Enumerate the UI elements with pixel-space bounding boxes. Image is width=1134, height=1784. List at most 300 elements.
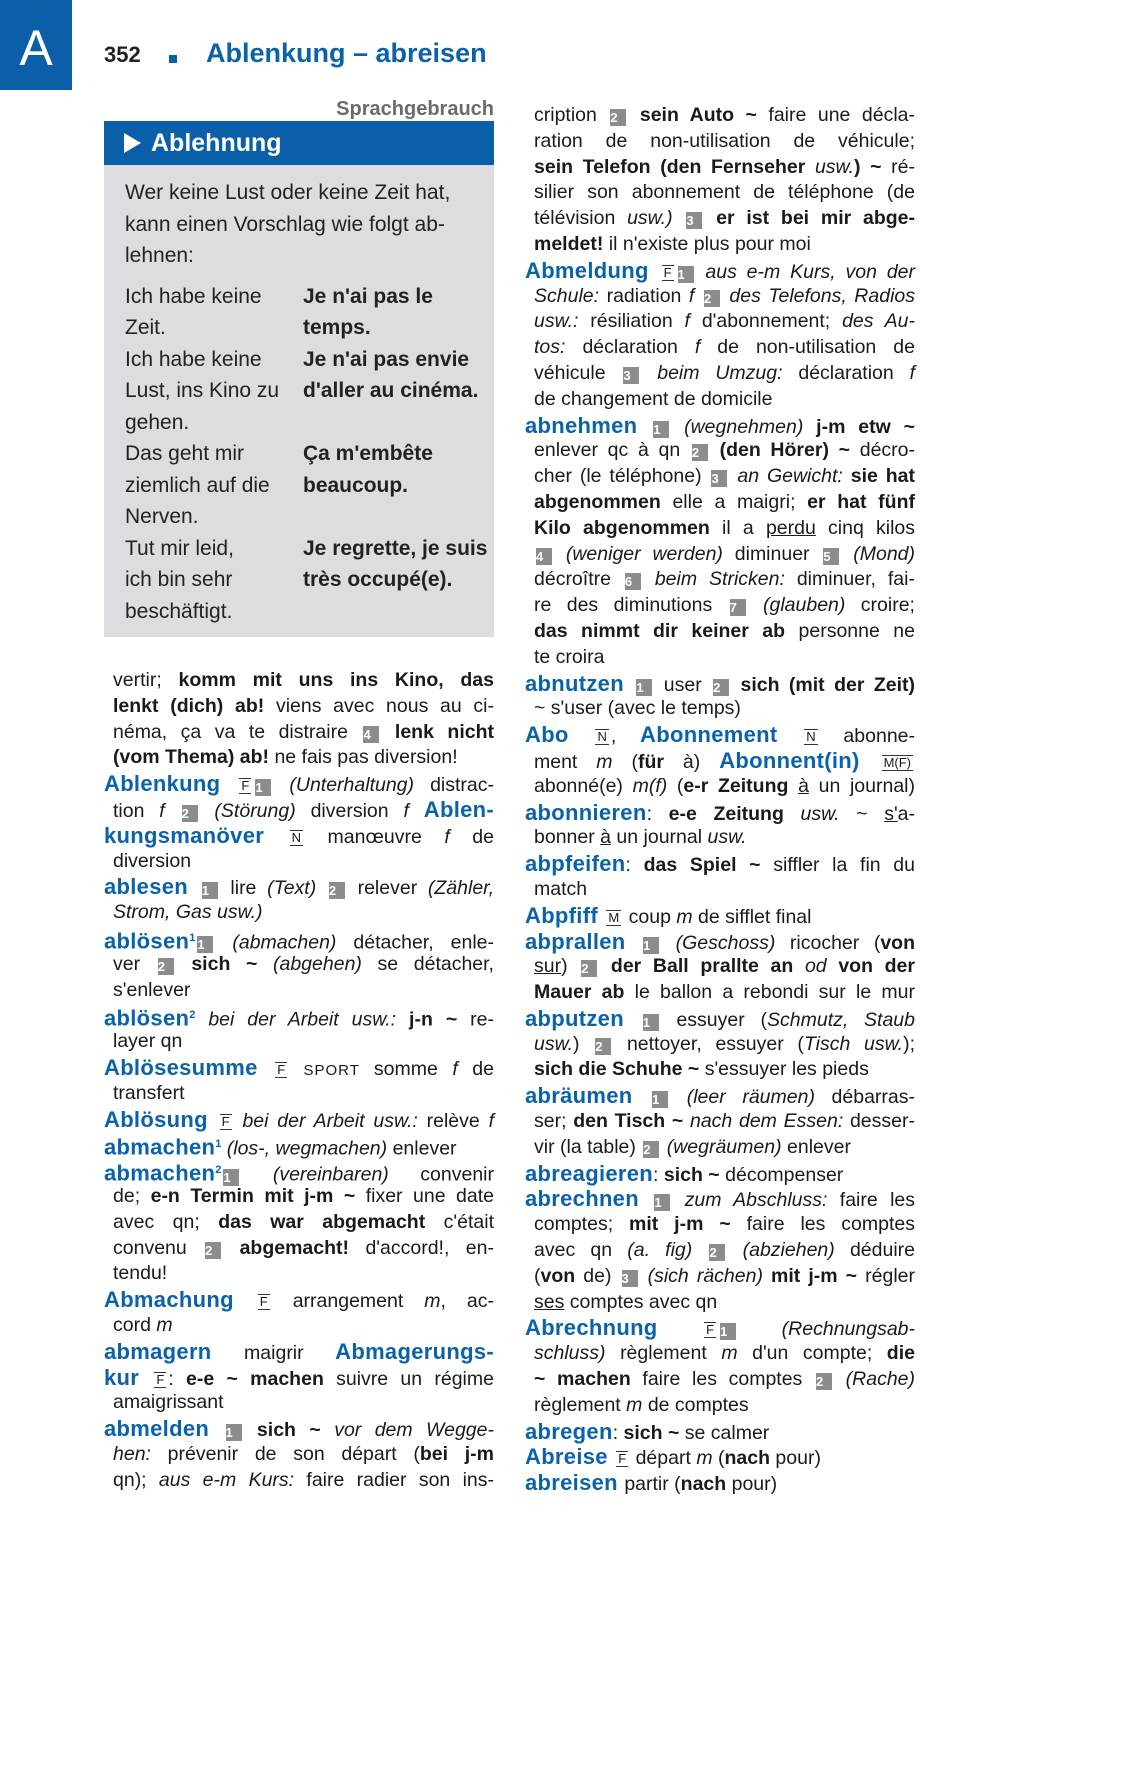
dictionary-line	[525, 1186, 915, 1212]
sense-number: 1	[226, 1424, 242, 1441]
headword: abreagieren	[525, 1160, 654, 1186]
dictionary-line	[104, 874, 494, 900]
headword: Abmeldung	[525, 257, 660, 283]
text: croire;	[860, 594, 915, 617]
bold-phrase: von der	[838, 955, 915, 978]
bold-phrase: das nimmt dir keiner ab	[534, 619, 799, 642]
sense-number: 2	[704, 290, 720, 307]
phrase-line: ziemlich auf die	[125, 473, 270, 497]
underlined-text: à	[600, 826, 611, 849]
text: (	[631, 750, 638, 773]
dictionary-line	[525, 1444, 915, 1470]
text: cription	[534, 104, 609, 126]
headword: kur	[104, 1364, 153, 1390]
text: (	[534, 1264, 541, 1287]
text: coup	[623, 905, 677, 928]
dictionary-line	[104, 797, 494, 823]
sense-number: 1	[678, 266, 694, 283]
text: suivre un régime	[336, 1367, 494, 1390]
text: comptes;	[534, 1213, 630, 1236]
sense-number: 2	[610, 109, 626, 126]
sense-number: 1	[636, 679, 652, 696]
italic-label: des Au-	[842, 310, 915, 333]
bold-phrase: sich ~	[663, 1163, 726, 1186]
text: prévenir de son départ (	[167, 1442, 420, 1465]
text: maigrir	[244, 1341, 336, 1364]
text: siffler la fin du	[773, 854, 915, 877]
text: ser;	[534, 1110, 574, 1133]
sense-number: 3	[622, 1270, 638, 1287]
sense-number: 4	[536, 548, 552, 565]
text: radiation	[606, 284, 689, 307]
dictionary-line	[525, 516, 915, 542]
headword: abreisen	[525, 1470, 625, 1496]
text: );	[903, 1032, 916, 1055]
phrase-german	[125, 438, 303, 533]
intro-line: kann einen Vorschlag wie folgt ab-	[125, 212, 445, 236]
text: il a	[722, 516, 766, 539]
text: régler	[865, 1264, 915, 1287]
italic-label: f	[444, 825, 473, 848]
italic-label: usw.	[534, 1032, 574, 1055]
italic-label: (Zähler,	[427, 877, 494, 900]
italic-label: f	[688, 284, 702, 307]
text: arrangement	[271, 1290, 425, 1313]
text: a-	[897, 802, 916, 825]
italic-label: m	[156, 1313, 173, 1336]
bullet-separator	[169, 55, 177, 63]
italic-label: (vereinbaren)	[241, 1163, 421, 1186]
dictionary-line	[104, 1339, 494, 1365]
italic-label: (sich rächen)	[639, 1264, 772, 1287]
headword: kungsmanöver	[104, 822, 288, 848]
italic-label: (abmachen)	[215, 931, 354, 954]
text: comptes avec qn	[564, 1290, 718, 1313]
letter-tab: A	[0, 0, 72, 90]
italic-label: (Text)	[267, 877, 327, 900]
italic-label: Tisch usw.	[803, 1032, 904, 1055]
bold-phrase: sich ~	[175, 952, 273, 975]
text: déduire	[849, 1239, 915, 1262]
italic-label: an Gewicht:	[729, 465, 851, 488]
running-head: Ablenkung – abreisen	[206, 38, 487, 68]
bold-phrase: j-m etw ~	[816, 415, 915, 438]
italic-label: (a. fig)	[627, 1239, 708, 1262]
bold-phrase: sich (mit der Zeit)	[731, 673, 915, 696]
text: :	[612, 1421, 624, 1444]
phrase-row	[125, 438, 494, 533]
italic-label: usw.	[800, 802, 857, 825]
text: ver	[113, 952, 156, 975]
dictionary-line	[104, 694, 494, 720]
sense-number: 2	[205, 1242, 221, 1259]
bold-phrase: (den Hörer) ~	[709, 439, 860, 462]
phrase-line: Zeit.	[125, 316, 166, 339]
headword: Ablösung	[104, 1106, 218, 1132]
text: ~	[856, 802, 885, 825]
text: )	[573, 1032, 594, 1055]
text: s'enlever	[113, 978, 191, 1001]
dictionary-line	[104, 1261, 494, 1287]
phrase-line: d'aller au cinéma.	[303, 379, 479, 402]
dictionary-line	[525, 1315, 915, 1341]
usage-box-phrases	[125, 281, 494, 628]
bold-phrase: sein Auto ~	[628, 104, 769, 126]
bold-phrase: mit j-m ~	[629, 1213, 747, 1236]
bold-phrase: nach	[724, 1447, 776, 1470]
dictionary-line	[104, 1390, 494, 1416]
intro-line: Wer keine Lust oder keine Zeit hat,	[125, 181, 451, 204]
dictionary-line	[104, 1029, 494, 1055]
italic-label: usw.:	[534, 310, 591, 333]
text: elle a maigri;	[672, 490, 808, 513]
text: de comptes	[647, 1393, 749, 1416]
dictionary-line	[525, 929, 915, 955]
text: user	[654, 673, 712, 696]
text: s'essuyer les pieds	[704, 1058, 869, 1081]
italic-label: m	[596, 750, 632, 773]
italic-label: m	[721, 1342, 753, 1365]
text: vertir;	[113, 669, 179, 691]
text: ne fais pas diversion!	[274, 746, 458, 769]
italic-label: aus e-m Kurs:	[158, 1468, 307, 1491]
sense-number: 7	[730, 599, 746, 616]
text: abonne-	[819, 725, 916, 748]
dictionary-line	[525, 1032, 915, 1058]
text: véhicule	[534, 361, 622, 384]
sense-number: 2	[158, 958, 174, 975]
italic-label: m	[424, 1290, 441, 1313]
bold-phrase: e-r Zeitung	[683, 774, 799, 797]
phrase-row	[125, 533, 494, 628]
domain-label: SPORT	[289, 1061, 374, 1079]
column-right	[525, 103, 915, 1496]
sense-number: 2	[581, 960, 597, 977]
text: télévision	[534, 207, 628, 230]
italic-label: beim Umzug:	[641, 361, 799, 384]
dictionary-line	[525, 800, 915, 826]
bold-phrase: (vom Thema) ab!	[113, 746, 275, 769]
dictionary-line	[525, 593, 915, 619]
sense-number: 2	[692, 444, 708, 461]
text: abonné(e)	[534, 774, 633, 797]
dictionary-line	[525, 258, 915, 284]
gender-marker: F	[663, 264, 672, 280]
dictionary-line	[104, 978, 494, 1004]
dictionary-line	[525, 748, 915, 774]
italic-label: beim Stricken:	[642, 568, 797, 591]
dictionary-line	[525, 361, 915, 387]
italic-label: usw.)	[627, 207, 685, 230]
dictionary-line	[525, 1393, 915, 1419]
dictionary-line	[104, 1236, 494, 1262]
sense-number: 6	[625, 573, 641, 590]
dictionary-line	[104, 1055, 494, 1081]
italic-label: m(f)	[632, 774, 677, 797]
headword: Abmagerungs-	[335, 1338, 494, 1364]
headword: Abonnement	[640, 722, 803, 748]
text: détacher, enle-	[353, 931, 494, 954]
dictionary-line	[525, 1161, 915, 1187]
text: règlement	[534, 1393, 627, 1416]
dictionary-line	[525, 877, 915, 903]
sense-number: 4	[363, 726, 379, 743]
italic-label: (Störung)	[199, 799, 311, 822]
gender-marker: F	[259, 1294, 268, 1310]
bold-phrase: ) ~	[853, 155, 892, 178]
bold-phrase: den Tisch ~	[573, 1110, 690, 1133]
dictionary-line	[104, 1184, 494, 1210]
text: cher (le téléphone)	[534, 465, 710, 488]
sense-number: 1	[643, 1014, 659, 1031]
phrase-row	[125, 281, 494, 344]
bold-phrase: ~ machen	[534, 1368, 643, 1391]
headword: Abmachung	[104, 1287, 256, 1313]
text: nettoyer, essuyer (	[613, 1032, 804, 1055]
headword: Abreise	[525, 1444, 615, 1470]
dictionary-line	[525, 309, 915, 335]
text: faire radier son ins-	[306, 1468, 494, 1491]
dictionary-line	[104, 745, 494, 771]
phrase-line: beaucoup.	[303, 473, 409, 497]
text: :	[168, 1367, 187, 1390]
text: , ac-	[440, 1290, 494, 1313]
usage-box-body	[104, 165, 494, 637]
italic-label: hen:	[113, 1442, 168, 1465]
text: faire les comptes	[746, 1213, 915, 1236]
italic-label: (wegräumen)	[661, 1135, 787, 1158]
dictionary-line	[104, 1365, 494, 1391]
dictionary-line	[525, 619, 915, 645]
underlined-text: sur	[534, 955, 562, 978]
bold-phrase: für	[637, 750, 683, 773]
headword: abprallen	[525, 928, 642, 954]
headword: abmachen	[104, 1134, 216, 1160]
italic-label: nach dem Essen:	[689, 1110, 850, 1133]
text: diversion	[310, 799, 404, 822]
text: ré-	[891, 155, 916, 178]
text: décroître	[534, 568, 623, 591]
bold-phrase: lenk nicht	[381, 720, 495, 743]
italic-label: od	[804, 955, 839, 978]
dictionary-line	[104, 1416, 494, 1442]
text: match	[534, 877, 588, 900]
dictionary-line	[525, 1135, 915, 1161]
italic-label: (Unterhaltung)	[273, 774, 431, 797]
dictionary-line	[525, 129, 915, 155]
text: ricocher (	[789, 931, 881, 954]
dictionary-line	[104, 1003, 494, 1029]
dictionary-line	[525, 206, 915, 232]
dictionary-line	[104, 668, 494, 694]
bold-phrase: e-n Termin mit j-m ~	[150, 1184, 366, 1207]
text: il n'existe plus pour moi	[608, 232, 811, 255]
headword: ablösen	[104, 928, 190, 954]
dictionary-line	[104, 1313, 494, 1339]
homograph-number: 1	[215, 1138, 222, 1151]
text: fixer une date	[365, 1184, 494, 1207]
phrase-line: Das geht mir	[125, 442, 245, 465]
italic-label: schluss)	[534, 1342, 621, 1365]
italic-label: (los-, wegmachen)	[221, 1137, 393, 1160]
bold-phrase: er hat fünf	[807, 490, 915, 513]
text: re des diminutions	[534, 594, 728, 617]
text: néma, ça va te distraire	[113, 720, 362, 743]
text: cord	[113, 1313, 157, 1336]
text: décompenser	[725, 1163, 844, 1186]
headword: abnehmen	[525, 412, 652, 438]
bold-phrase: komm mit uns ins Kino, das	[178, 669, 494, 691]
bold-phrase: abgemacht!	[223, 1236, 366, 1259]
text: de)	[583, 1264, 620, 1287]
phrase-line: Tut mir leid,	[125, 536, 234, 560]
sense-number: 2	[643, 1141, 659, 1158]
sense-number: 2	[713, 679, 729, 696]
dictionary-line	[525, 1212, 915, 1238]
dictionary-line	[525, 1006, 915, 1032]
phrase-line: gehen.	[125, 410, 190, 434]
text: transfert	[113, 1081, 185, 1104]
dictionary-line	[104, 1081, 494, 1107]
gender-marker: F	[706, 1322, 715, 1338]
dictionary-line	[525, 284, 915, 310]
text: un journal	[611, 826, 708, 849]
bold-phrase: sich ~	[243, 1419, 335, 1442]
text: un journal)	[808, 774, 915, 797]
gender-marker: F	[156, 1371, 165, 1387]
page-number: 352	[104, 42, 141, 67]
italic-label: (leer räumen)	[670, 1086, 832, 1109]
italic-label: des Telefons, Radios	[721, 284, 915, 307]
text: desser-	[849, 1110, 915, 1133]
text: de	[472, 1057, 494, 1080]
phrase-german	[125, 344, 303, 439]
text: ment	[534, 750, 597, 773]
phrase-german	[125, 281, 303, 344]
italic-label: (Rache)	[833, 1368, 916, 1391]
text: :	[653, 1163, 664, 1186]
usage-box-header	[104, 121, 494, 165]
sense-number: 2	[595, 1038, 611, 1055]
phrase-line: Ich habe keine	[125, 284, 262, 308]
phrase-line: temps.	[303, 316, 371, 339]
headword: Abrechnung	[525, 1315, 703, 1341]
text: cinq kilos	[815, 516, 915, 539]
text: essuyer (	[660, 1008, 767, 1031]
bold-phrase: nach	[680, 1473, 732, 1496]
italic-label: (glauben)	[747, 594, 861, 617]
text: déclaration	[798, 361, 910, 384]
italic-label: usw.	[814, 155, 854, 178]
italic-label: f	[909, 361, 915, 384]
gender-marker: F	[277, 1061, 286, 1077]
text: tendu!	[113, 1262, 168, 1285]
sense-number: 3	[711, 470, 727, 487]
sense-number: 3	[686, 212, 702, 229]
dictionary-line	[525, 1238, 915, 1264]
text: re-	[470, 1008, 495, 1031]
column-left	[104, 668, 494, 1494]
dictionary-line	[525, 232, 915, 258]
intro-line: lehnen:	[125, 244, 194, 267]
phrase-line: très occupé(e).	[303, 568, 453, 591]
text: enlever	[787, 1135, 851, 1158]
text: distrac-	[430, 774, 494, 797]
headword: ablösen	[104, 1005, 190, 1031]
italic-label: (Geschoss)	[661, 931, 790, 954]
sense-number: 1	[720, 1323, 736, 1340]
sense-number: 1	[654, 1194, 670, 1211]
sense-number: 1	[197, 936, 213, 953]
text: faire une décla-	[768, 104, 915, 126]
italic-label: f	[452, 1057, 473, 1080]
bold-phrase: Mauer ab	[534, 981, 635, 1004]
underlined-text: perdu	[765, 516, 816, 539]
dictionary-line	[525, 1290, 915, 1316]
text: de non-utilisation de	[717, 336, 915, 359]
text: te croira	[534, 645, 605, 668]
text: avec qn	[534, 1239, 628, 1262]
text: layer qn	[113, 1030, 183, 1053]
dictionary-line	[525, 438, 915, 464]
underlined-text: ses	[534, 1290, 565, 1313]
italic-label: (weniger werden)	[554, 542, 735, 565]
bold-phrase: das war abgemacht	[218, 1210, 444, 1233]
text: se calmer	[684, 1421, 770, 1444]
headword: Ablösesumme	[104, 1054, 274, 1080]
italic-label: m	[696, 1447, 718, 1470]
text: diversion	[113, 849, 192, 872]
dictionary-line	[104, 1132, 494, 1158]
dictionary-line	[525, 954, 915, 980]
phrase-line: beschäftigt.	[125, 599, 233, 623]
headword: Abonnent(in)	[719, 747, 880, 773]
text: de changement de domicile	[534, 387, 773, 410]
italic-label: f	[488, 1109, 494, 1132]
dictionary-line	[104, 849, 494, 875]
dictionary-line	[525, 155, 915, 181]
text: ~ s'user (avec le temps)	[534, 697, 741, 720]
text: c'était	[443, 1210, 494, 1233]
sense-number: 1	[223, 1169, 239, 1186]
italic-label: usw.	[707, 826, 747, 849]
bold-phrase: von	[540, 1264, 584, 1287]
bold-phrase: abgenommen	[534, 490, 673, 513]
sense-number: 1	[255, 779, 271, 796]
italic-label: (wegnehmen)	[671, 415, 817, 438]
text: de;	[113, 1184, 151, 1207]
dictionary-line	[104, 900, 494, 926]
text: faire les	[839, 1189, 915, 1212]
text: pour)	[775, 1447, 821, 1470]
headword: abmagern	[104, 1338, 245, 1364]
text: déclaration	[582, 336, 695, 359]
sense-number: 1	[643, 937, 659, 954]
dictionary-line	[525, 490, 915, 516]
text: d'un compte;	[752, 1342, 887, 1365]
dictionary-line	[525, 722, 915, 748]
headword: abnutzen	[525, 670, 635, 696]
italic-label: f	[403, 799, 424, 822]
dictionary-line	[525, 825, 915, 851]
text: amaigrissant	[113, 1391, 224, 1414]
gender-marker: M	[608, 909, 620, 925]
text: relève	[426, 1109, 489, 1132]
dictionary-line	[104, 823, 494, 849]
dictionary-line	[104, 1442, 494, 1468]
text: somme	[373, 1057, 453, 1080]
triangle-right-icon	[124, 133, 141, 153]
